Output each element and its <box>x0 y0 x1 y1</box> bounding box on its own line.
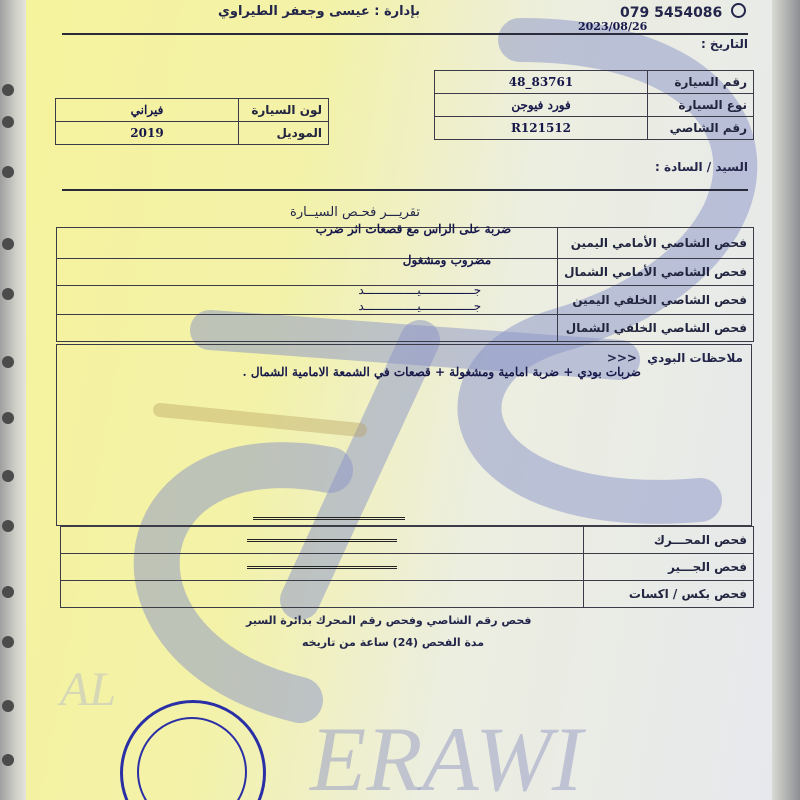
axle-value <box>61 581 584 608</box>
table-row <box>61 581 754 608</box>
phone-number <box>620 3 746 21</box>
rear-right-chassis-value: جـــــــــــــــيـــــــــــــــد <box>57 286 558 315</box>
chassis-number-value: R121512 <box>435 117 648 140</box>
plate-label: رقم السيارة <box>648 71 754 94</box>
date-label: التاريخ : <box>700 37 748 51</box>
watermark-brand: ERAWI <box>310 708 583 800</box>
customer-label: السيد / السادة : <box>655 160 748 174</box>
notes-label-text: ملاحظات البودي <box>647 351 743 365</box>
table-row <box>61 527 754 554</box>
table-row <box>435 71 754 94</box>
phone-icon <box>731 3 746 18</box>
vehicle-table <box>434 70 754 140</box>
color-value: فيراني <box>56 99 239 122</box>
binder-hole <box>2 288 14 300</box>
table-row <box>61 554 754 581</box>
rear-right-chassis-label: فحص الشاصي الخلفي اليمين <box>558 286 754 315</box>
front-right-chassis-label: فحص الشاصي الأمامي اليمين <box>558 228 754 259</box>
front-left-chassis-value: مضروب ومشغول <box>57 259 558 286</box>
header-rule <box>62 33 748 35</box>
binder-hole <box>2 520 14 532</box>
binder-hole <box>2 166 14 178</box>
body-notes-box <box>56 344 752 526</box>
table-row <box>435 117 754 140</box>
table-row <box>56 122 329 145</box>
binder-hole <box>2 586 14 598</box>
color-label: لون السيارة <box>239 99 329 122</box>
engine-value <box>61 527 584 554</box>
gearbox-value <box>61 554 584 581</box>
axle-label: فحص بكس / اكسات <box>584 581 754 608</box>
company-stamp <box>120 700 266 800</box>
rear-left-chassis-value: جـــــــــــــــيـــــــــــــــد <box>57 315 558 342</box>
notes-label <box>607 351 743 365</box>
sheet-edge-shadow <box>772 0 800 800</box>
table-row <box>56 99 329 122</box>
chassis-number-label: رقم الشاصي <box>648 117 754 140</box>
date-value: 2023/08/26 <box>578 20 648 33</box>
footer-line-1: فحص رقم الشاصي وفحص رقم المحرك بدائرة السير <box>246 614 532 627</box>
phone-text: 079 5454086 <box>620 5 723 21</box>
notes-text: ضربات بودي + ضربة امامية ومشغولة + قصعات في الشمعة الامامية الشمال . <box>242 365 641 379</box>
binder-hole <box>2 84 14 96</box>
front-left-chassis-label: فحص الشاصي الأمامي الشمال <box>558 259 754 286</box>
binder-strip <box>0 0 26 800</box>
gearbox-line <box>247 566 397 569</box>
notes-arrow: >>> <box>606 351 637 365</box>
binder-hole <box>2 470 14 482</box>
car-type-label: نوع السيارة <box>648 94 754 117</box>
customer-rule <box>62 189 748 191</box>
model-value: 2019 <box>56 122 239 145</box>
gearbox-label: فحص الجـــير <box>584 554 754 581</box>
binder-hole <box>2 754 14 766</box>
binder-hole <box>2 116 14 128</box>
report-title: تقريـــر فحـص السيــارة <box>290 205 420 220</box>
table-row <box>57 259 754 286</box>
mechanical-inspection-table <box>60 526 754 608</box>
management-text: بإدارة : عيسى وجعفر الطيراوي <box>218 4 420 19</box>
binder-hole <box>2 238 14 250</box>
binder-hole <box>2 356 14 368</box>
car-type-value: فورد فيوجن <box>435 94 648 117</box>
notes-signature-line <box>253 517 405 520</box>
binder-hole <box>2 412 14 424</box>
binder-hole <box>2 700 14 712</box>
rear-left-chassis-label: فحص الشاصي الخلفي الشمال <box>558 315 754 342</box>
engine-line <box>247 539 397 542</box>
chassis-inspection-table <box>56 222 754 342</box>
watermark-prefix: AL <box>60 663 117 716</box>
front-right-chassis-value: ضربة على الراس مع قصعات اثر ضرب <box>57 228 558 259</box>
table-row <box>435 94 754 117</box>
footer-line-2: مدة الفحص (24) ساعة من تاريخه <box>302 636 485 649</box>
model-label: الموديل <box>239 122 329 145</box>
engine-label: فحص المحـــرك <box>584 527 754 554</box>
color-model-table <box>55 98 329 145</box>
plate-value: 48_83761 <box>435 71 648 94</box>
table-row <box>57 315 754 342</box>
binder-hole <box>2 636 14 648</box>
